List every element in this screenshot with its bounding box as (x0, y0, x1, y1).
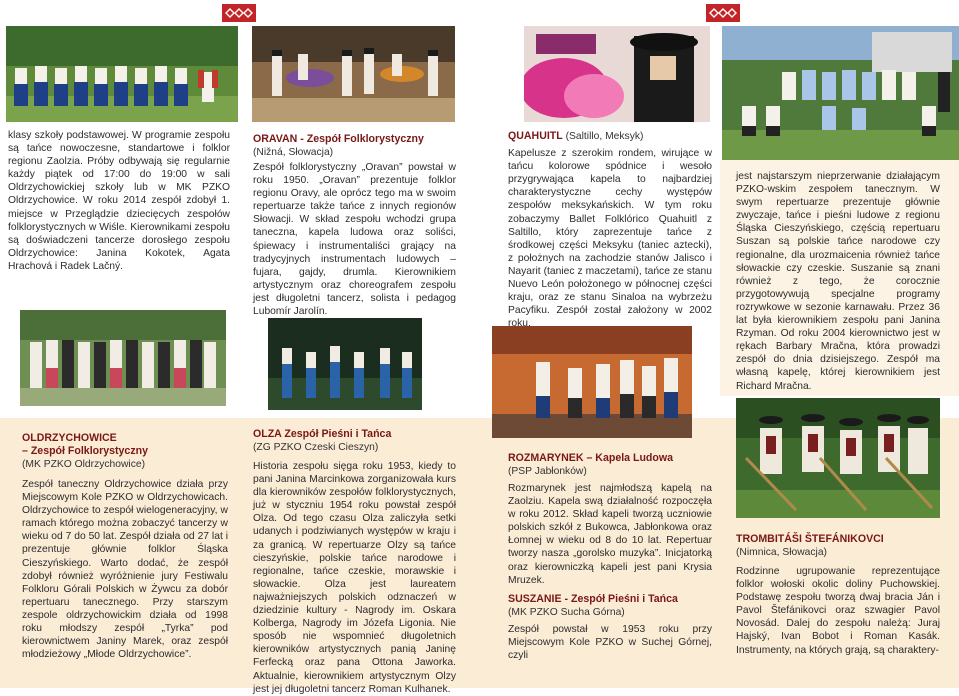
photo-oldrzychowice-group (20, 310, 226, 406)
paragraph-text: jest najstarszym nieprzerwanie działającym PZKO-wskim zespołem tanecznym. W swym repertuarze prezentuje głównie zwyczaje, tańce i pieśni ludowe z regionu Śląska Cieszyńskiego, częścią repertuaru Suszan są polskie tańce narodowe czy regionalne, dla urozmaicenia również tańce słowackie czy czeskie. Suszanie są znani również z tego, że corocznie przygotowywują specjalne programy rozrywkowe w sezonie karnawału. Przez 36 lat była kierownikiem zespołu pani Janina Rzyman. Od roku 2004 kierownictwo jest w rękach Barbary Mračna, która prowadzi zespół do dnia dzisiejszego. Zespół ma własną kapelę, której kierownikiem jest Richard Mračna. (736, 171, 940, 392)
column-1-bottom (22, 432, 228, 661)
photo-rozmarynek-band (492, 326, 692, 438)
section-location: (Saltillo, Meksyk) (565, 131, 644, 142)
column-3-top (508, 130, 712, 330)
paragraph-text: Kapelusze z szerokim rondem, wirujące w tańcu kolorowe spódnice i wesoło przygrywająca kapela to najbardziej charakterystyczne cechy występów zespołów meksykańskich. W tym roku zobaczymy Ballet Folklórico Quahuitl z Saltillo, który zaprezentuje tańce z środkowej części Meksyku (taniec aztecki), z położnych na zachodzie stanów Jalisco i Nayarit (taniec z maczetami), tańce ze stanu Nuevo León położonego w północnej części kraju, oraz ze stanu Sinaloa na wybrzeżu Pacyfiku. Zespół został założony w 2002 roku. (508, 148, 712, 330)
column-1-top (8, 129, 230, 273)
column-3-bottom (508, 452, 712, 662)
section-heading-quahuitl: QUAHUITL (508, 130, 563, 142)
paragraph-text: Rodzinne ugrupowanie reprezentujące folklor wołoski okolic doliny Puchowskiej. Podstawę zespołu tworzą dwaj bracia Ján i Pavol Štefánikovci oraz szwagier Pavol Novosád. Dalej do zespołu należą: Juraj Hajský, Ivan Bobot i Roman Kasák. Instrumenty, na których grają, są charaktery- (736, 566, 940, 656)
column-2-bottom (253, 428, 456, 696)
section-location: (PSP Jabłonków) (508, 466, 587, 477)
paragraph-text: Zespół taneczny Oldrzychowice działa przy Miejscowym Kole PZKO w Oldrzychowicach. Oldrzychowice to zespół wielogeneracyjny, w ramach którego można zobaczyć tancerzy w wieku od 7 do 50 lat. Zespół działa od 27 lat i prezentuje głównie folklor Śląska Cieszyńskiego. Warto dodać, że zespół zdobył również wyróżnienie jury Festiwalu Folkloru Górali Polskich w Żywcu za dobór repertuaru tanecznego. Przy starszym zespole oldrzychowickim działa od 1998 roku młodszy zespół „Tyrka” pod kierownictwem Janiny Marek, oraz zespół młodzieżowy „Młode Oldrzychowice”. (22, 479, 228, 661)
folk-ornament-icon (706, 4, 740, 22)
section-heading-suszanie: SUSZANIE - Zespół Pieśni i Tańca (508, 592, 678, 605)
section-heading-olza: OLZA Zespół Pieśni i Tańca (253, 428, 392, 440)
photo-suszanie-group (722, 26, 959, 160)
paragraph-text: klasy szkoły podstawowej. W programie zespołu są tańce nowoczesne, standartowe i folklor regionu Zaolzia. Próby odbywają się regularnie każdy piątek od 17:00 do 19:00 w sali Oldrzychowickiej szkoły lub w MK PZKO Oldrzychowice. W roku 2014 zespół zdobył 1. miejsce w Przeglądzie dziecięcych zespołów folklorystycznych w Wiśle. Kierownikami zespołu są doświadczeni tancerze dorosłego zespołu Oldrzychowice: Janina Kokotek, Agata Hrachová i Radek Lačný. (8, 130, 230, 272)
section-heading-oravan: ORAVAN - Zespół Folklorystyczny (253, 133, 424, 145)
photo-dancing-girls (6, 26, 238, 122)
photo-oravan-dancers (252, 26, 455, 122)
column-4-top (736, 170, 940, 393)
section-subheading: – Zespół Folklorystyczny (22, 445, 148, 457)
section-location: (ZG PZKO Czeski Cieszyn) (253, 442, 379, 453)
section-location: (Nimnica, Słowacja) (736, 547, 827, 558)
paragraph-text: Zespół powstał w 1953 roku przy Miejscowym Kole PZKO w Suchej Górnej, czyli (508, 623, 712, 661)
column-2-top (253, 133, 456, 318)
photo-quahuitl-dancers (524, 26, 710, 122)
column-4-bottom (736, 533, 940, 657)
section-location: (MK PZKO Sucha Górna) (508, 606, 625, 618)
paragraph-text: Rozmarynek jest najmłodszą kapelą na Zaolziu. Kapela swą działalność rozpoczęła w roku 2012. Skład kapeli tworzą uczniowie polskich szkół z Bukowca, Jabłonkowa oraz Łomnej w wieku od 8 do 10 lat. Repertuar tworzy nasza „gorolsko muzyka”. Inicjatorką oraz kierowniczką kapeli jest pani Krysia Mruzek. (508, 483, 712, 586)
paragraph-text: Zespół folklorystyczny „Oravan” powstał w roku 1950. „Oravan” prezentuje folklor regionu Oravy, ale oprócz tego ma w swoim repertuarze także tańce z innych regionów Słowacji. W skład zespołu wchodzi grupa taneczna, kapela ludowa oraz soliści, śpiewacy i instrumentaliści grający na tradycyjnych instrumentach ludowych – fujara, gajdy, drumla. Kierownikiem artystycznym oraz choreografem zespołu jest długoletni tancerz, solista i pedagog Lubomír Jarolín. (253, 162, 456, 318)
section-location: (MK PZKO Oldrzychowice) (22, 459, 146, 470)
photo-olza-dancers (268, 318, 422, 410)
photo-trombitasi-musicians (736, 398, 940, 518)
folk-ornament-icon (222, 4, 256, 22)
section-heading-trombitasi: TROMBITÁŠI ŠTEFÁNIKOVCI (736, 533, 884, 545)
paragraph-text: Historia zespołu sięga roku 1953, kiedy to pani Janina Marcinkowa zorganizowała kurs dla kierowników zespołów folklorystycznych, już w styczniu 1954 roku powstał zespół Olza. Od tego czasu Olza zaliczyła setki udanych i podziwianych występów w kraju i za granicą. W repertuarze Olzy są tańce cieszyńskie, polskie tańce narodowe i regionalne, tańce czeskie, morawskie i słowackie. Olza jest laureatem najważniejszych polskich odznaczeń w dziedzinie kultury - Nagrody im. Oskara Kolberga, Nagrody im Józefa Ligonia. Nie sposób nie wspomnieć długoletnich kierowników artystycznych panią Janinę Ferfecką oraz pana Ottona Jaworka. Aktualnie, kierownikiem artystycznym Olzy jest jej długoletni tancerz Roman Kulhanek. (253, 461, 456, 695)
section-heading-oldrzychowice: OLDRZYCHOWICE (22, 432, 117, 444)
section-location: (Nižná, Słowacja) (253, 147, 334, 158)
section-heading-rozmarynek: ROZMARYNEK – Kapela Ludowa (508, 452, 674, 464)
